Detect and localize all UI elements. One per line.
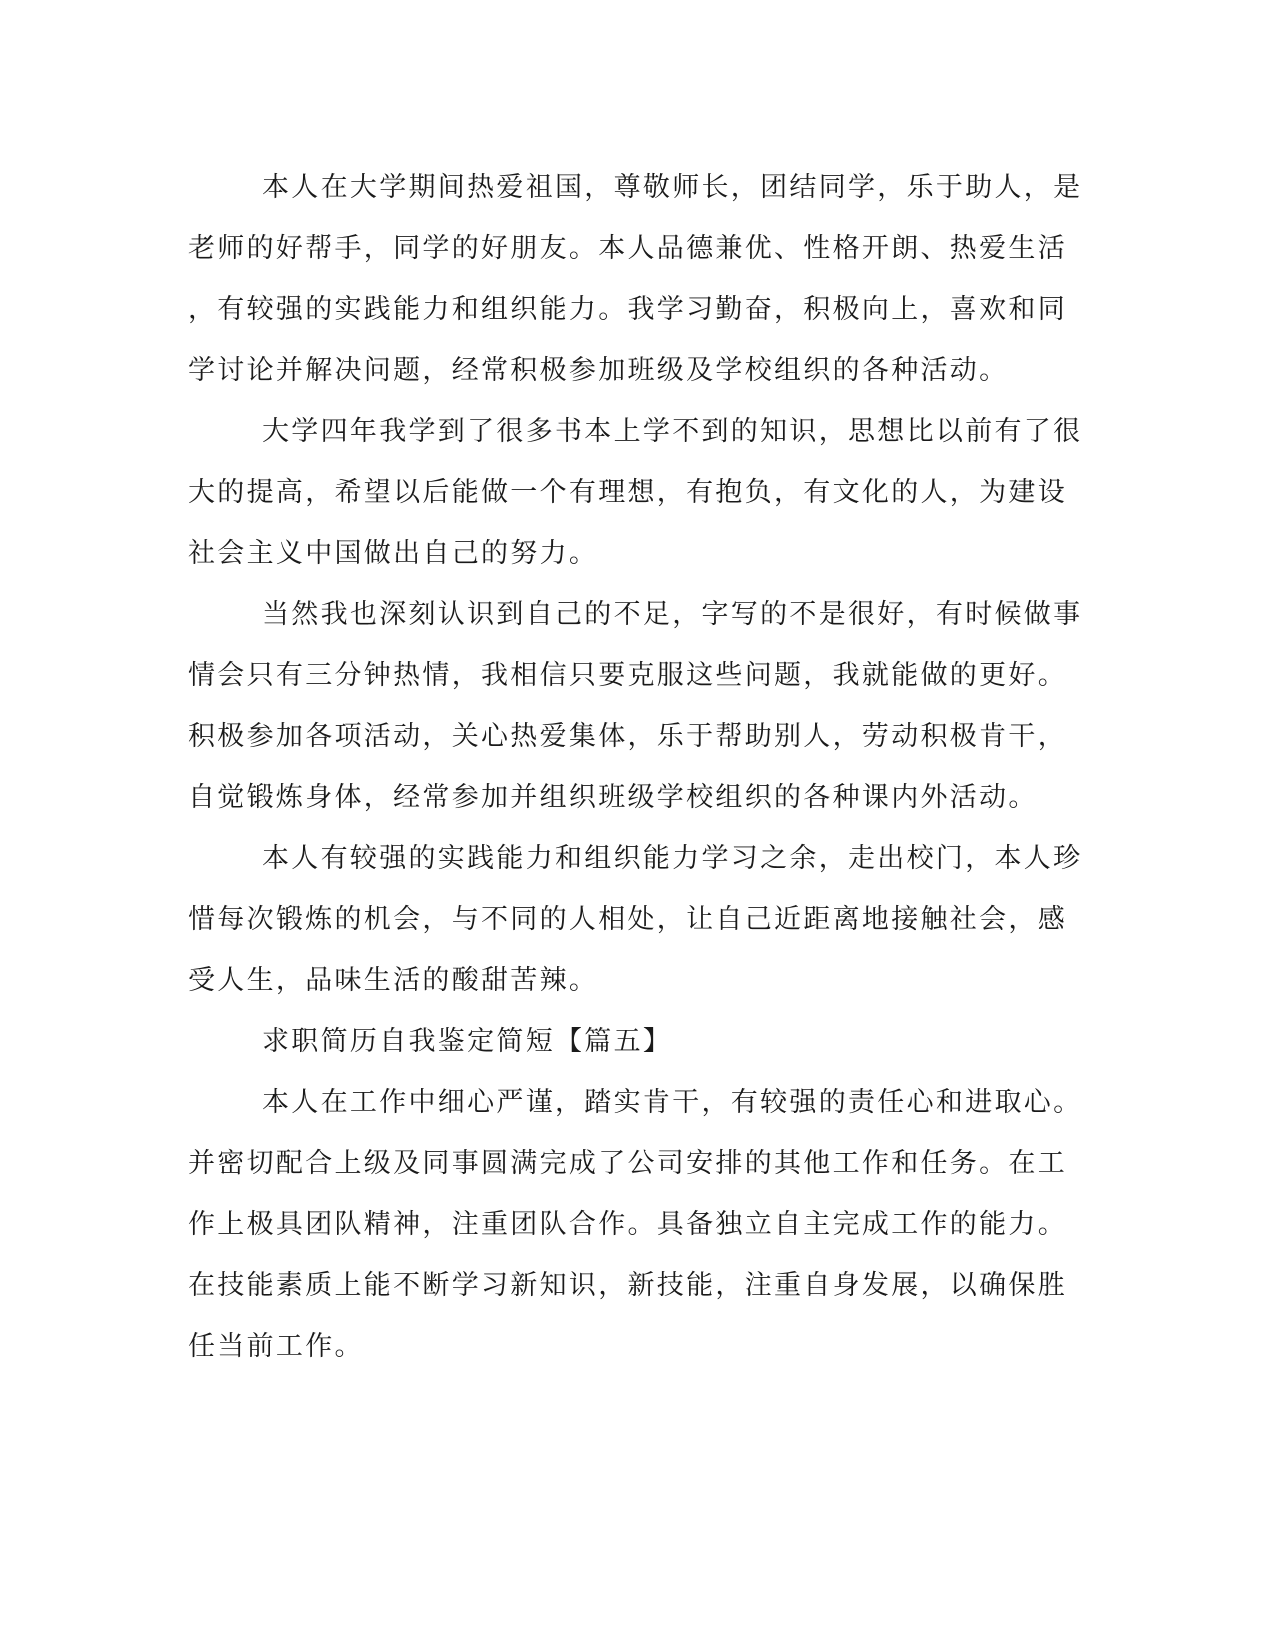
paragraph-5-line-3: 作上极具团队精神，注重团队合作。具备独立自主完成工作的能力。 [188,1209,1067,1240]
section-heading: 求职简历自我鉴定简短【篇五】 [262,1026,673,1057]
paragraph-5-line-1: 本人在工作中细心严谨，踏实肯干，有较强的责任心和进取心。 [262,1087,1083,1118]
paragraph-3-line-2: 情会只有三分钟热情，我相信只要克服这些问题，我就能做的更好。 [188,660,1067,691]
paragraph-2-line-1: 大学四年我学到了很多书本上学不到的知识，思想比以前有了很 [262,416,1083,447]
paragraph-3-line-4: 自觉锻炼身体，经常参加并组织班级学校组织的各种课内外活动。 [188,782,1038,813]
paragraph-1-line-3: ，有较强的实践能力和组织能力。我学习勤奋，积极向上，喜欢和同 [188,294,1067,325]
paragraph-1-line-1: 本人在大学期间热爱祖国，尊敬师长，团结同学，乐于助人，是 [262,172,1083,203]
paragraph-3-line-3: 积极参加各项活动，关心热爱集体，乐于帮助别人，劳动积极肯干， [188,721,1067,752]
paragraph-5-line-2: 并密切配合上级及同事圆满完成了公司安排的其他工作和任务。在工 [188,1148,1067,1179]
paragraph-1-line-2: 老师的好帮手，同学的好朋友。本人品德兼优、性格开朗、热爱生活 [188,233,1067,264]
paragraph-2-line-3: 社会主义中国做出自己的努力。 [188,538,599,569]
paragraph-4-line-3: 受人生，品味生活的酸甜苦辣。 [188,965,599,996]
paragraph-1-line-4: 学讨论并解决问题，经常积极参加班级及学校组织的各种活动。 [188,355,1009,386]
paragraph-3-line-1: 当然我也深刻认识到自己的不足，字写的不是很好，有时候做事 [262,599,1083,630]
paragraph-5-line-5: 任当前工作。 [188,1331,364,1362]
paragraph-4-line-2: 惜每次锻炼的机会，与不同的人相处，让自己近距离地接触社会，感 [188,904,1067,935]
paragraph-2-line-2: 大的提高，希望以后能做一个有理想，有抱负，有文化的人，为建设 [188,477,1067,508]
paragraph-5-line-4: 在技能素质上能不断学习新知识，新技能，注重自身发展，以确保胜 [188,1270,1067,1301]
paragraph-4-line-1: 本人有较强的实践能力和组织能力学习之余，走出校门，本人珍 [262,843,1083,874]
